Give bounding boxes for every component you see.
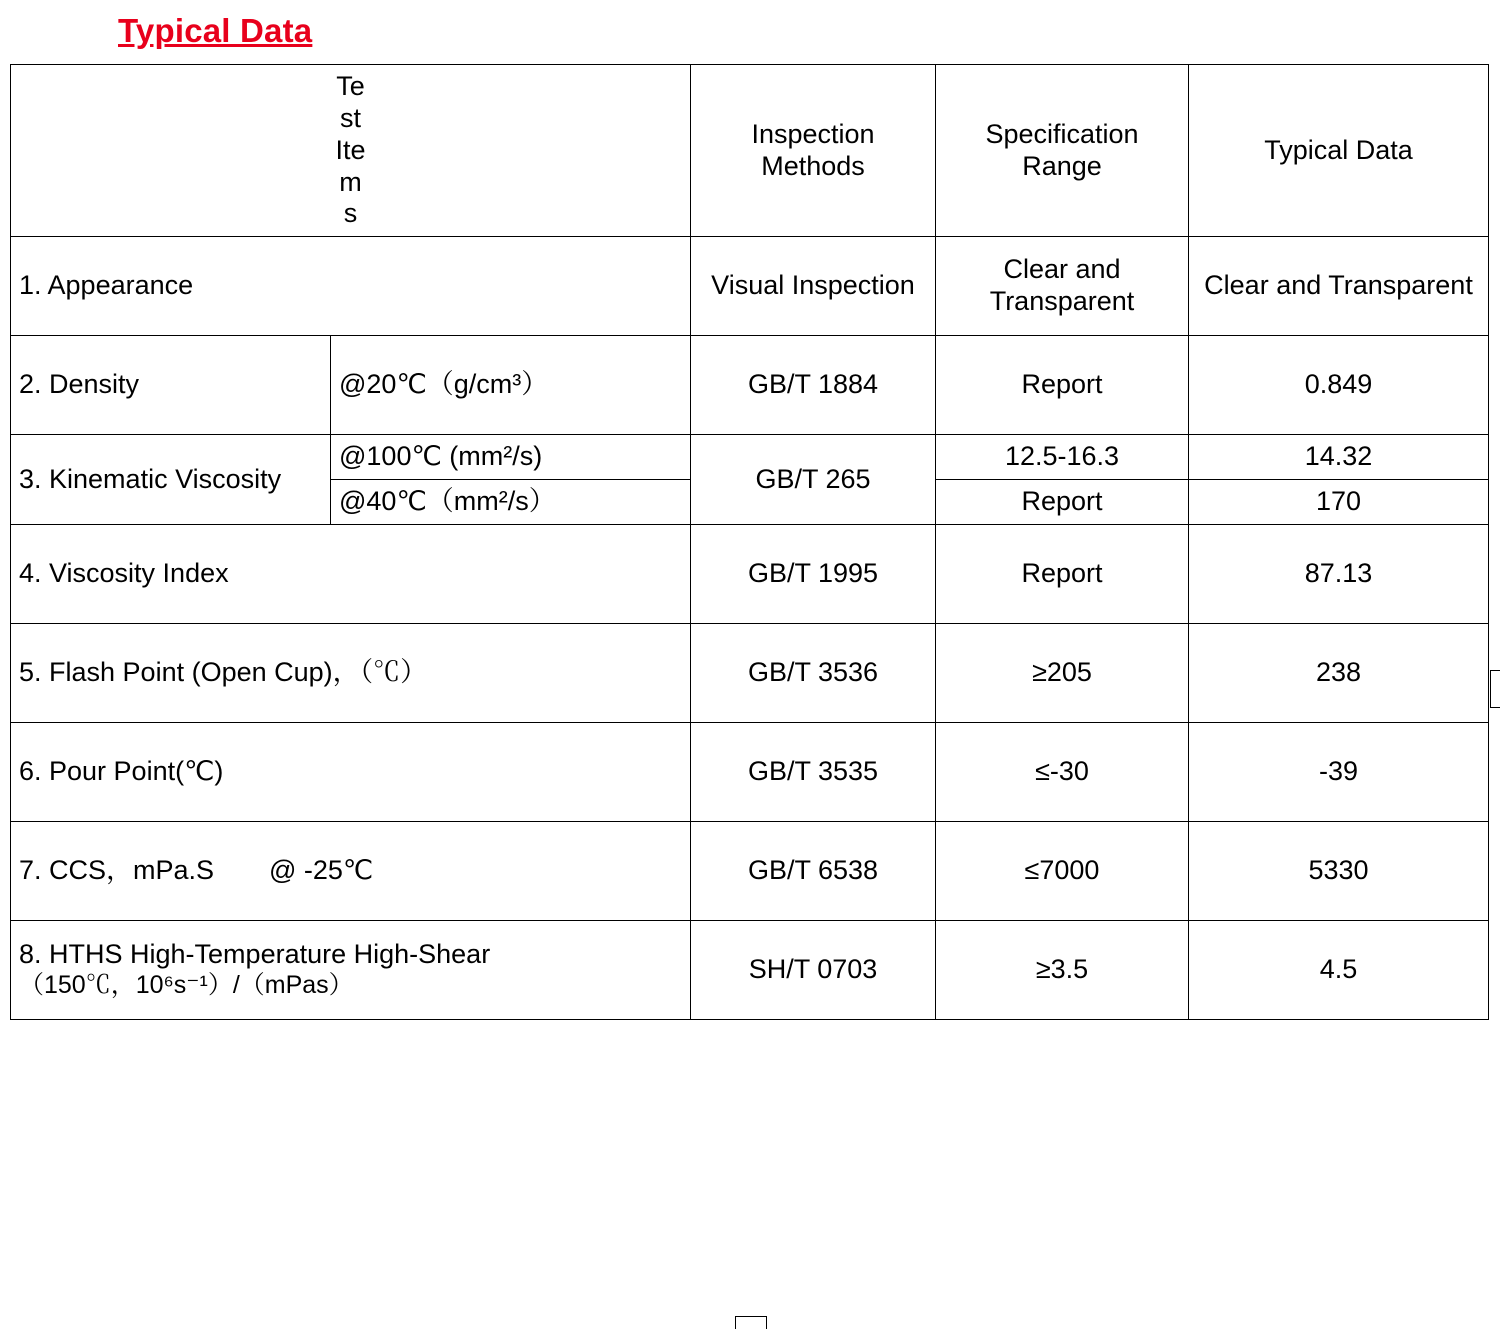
- row-item-appearance: 1. Appearance: [11, 237, 691, 336]
- row-method-viscosity-index: GB/T 1995: [691, 525, 936, 624]
- row-item-hths-line1: 8. HTHS High-Temperature High-Shear: [19, 939, 491, 970]
- row-item-hths: [11, 921, 691, 1020]
- table-row: [11, 921, 1489, 1020]
- row-item-ccs-label: 7. CCS，mPa.S: [19, 855, 215, 886]
- row-subitem-kv-100c: @100℃ (mm²/s): [331, 435, 691, 480]
- row-spec-kv-100c: 12.5-16.3: [936, 435, 1189, 480]
- row-item-density: 2. Density: [11, 336, 331, 435]
- table-row: [11, 525, 1489, 624]
- typical-data-table: [10, 64, 1489, 1020]
- row-method-density: GB/T 1884: [691, 336, 936, 435]
- row-spec-flash-point: ≥205: [936, 624, 1189, 723]
- row-spec-viscosity-index: Report: [936, 525, 1189, 624]
- row-typical-kv-40c: 170: [1189, 480, 1489, 525]
- bottom-page-tab: [735, 1316, 767, 1329]
- row-method-appearance: Visual Inspection: [691, 237, 936, 336]
- row-typical-appearance: Clear and Transparent: [1189, 237, 1489, 336]
- table-row: [11, 624, 1489, 723]
- row-item-viscosity-index: 4. Viscosity Index: [11, 525, 691, 624]
- table-header-row: [11, 65, 1489, 237]
- row-item-flash-point: 5. Flash Point (Open Cup)，（℃）: [11, 624, 691, 723]
- row-subitem-density: @20℃（g/cm³）: [331, 336, 691, 435]
- table-row: [11, 237, 1489, 336]
- row-item-kinematic-viscosity: 3. Kinematic Viscosity: [11, 435, 331, 525]
- row-method-pour-point: GB/T 3535: [691, 723, 936, 822]
- table-row: [11, 336, 1489, 435]
- row-typical-viscosity-index: 87.13: [1189, 525, 1489, 624]
- row-typical-density: 0.849: [1189, 336, 1489, 435]
- header-test-items-l3: Ite: [335, 134, 366, 165]
- row-method-kinematic-viscosity: GB/T 265: [691, 435, 936, 525]
- header-inspection-methods: Inspection Methods: [691, 65, 936, 237]
- row-item-pour-point: 6. Pour Point(℃): [11, 723, 691, 822]
- row-typical-flash-point: 238: [1189, 624, 1489, 723]
- table-row: [11, 822, 1489, 921]
- header-test-items-l4: m: [339, 166, 362, 197]
- right-edge-marker: [1490, 670, 1500, 708]
- row-typical-kv-100c: 14.32: [1189, 435, 1489, 480]
- header-typical-data: Typical Data: [1189, 65, 1489, 237]
- row-spec-hths: ≥3.5: [936, 921, 1189, 1020]
- table-row: [11, 435, 1489, 480]
- row-method-ccs: GB/T 6538: [691, 822, 936, 921]
- row-typical-pour-point: -39: [1189, 723, 1489, 822]
- header-test-items: [11, 65, 691, 237]
- header-specification-range: Specification Range: [936, 65, 1189, 237]
- page-title: Typical Data: [118, 12, 313, 49]
- row-method-flash-point: GB/T 3536: [691, 624, 936, 723]
- row-spec-kv-40c: Report: [936, 480, 1189, 525]
- row-method-hths: SH/T 0703: [691, 921, 936, 1020]
- row-spec-density: Report: [936, 336, 1189, 435]
- row-item-ccs-condition: @ -25℃: [269, 855, 374, 886]
- header-test-items-l1: Te: [336, 71, 365, 101]
- row-typical-ccs: 5330: [1189, 822, 1489, 921]
- row-spec-pour-point: ≤-30: [936, 723, 1189, 822]
- table-row: [11, 723, 1489, 822]
- header-test-items-l5: s: [343, 198, 358, 229]
- header-test-items-l2: st: [339, 102, 361, 133]
- row-spec-ccs: ≤7000: [936, 822, 1189, 921]
- row-item-ccs: [11, 822, 691, 921]
- row-typical-hths: 4.5: [1189, 921, 1489, 1020]
- row-item-hths-line2: （150℃，10⁶s⁻¹）/（mPas）: [19, 971, 354, 1000]
- row-subitem-kv-40c: @40℃（mm²/s）: [331, 480, 691, 525]
- row-spec-appearance: Clear and Transparent: [936, 237, 1189, 336]
